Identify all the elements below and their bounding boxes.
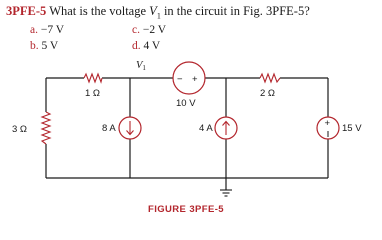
question-number: 3PFE-5 bbox=[6, 4, 47, 18]
question-variable-sub: 1 bbox=[156, 11, 161, 21]
figure-caption: FIGURE 3PFE-5 bbox=[148, 204, 224, 215]
choice-b[interactable]: b. 5 V bbox=[30, 40, 59, 52]
label-10v: 10 V bbox=[176, 98, 196, 109]
choice-a[interactable]: a. −7 V bbox=[30, 24, 65, 36]
resistor-2ohm bbox=[260, 74, 280, 82]
label-15v: 15 V bbox=[342, 123, 362, 134]
label-4a: 4 A bbox=[199, 123, 213, 134]
choice-d[interactable]: d. 4 V bbox=[132, 40, 161, 52]
source-10v-plus: + bbox=[192, 74, 198, 85]
resistor-3ohm bbox=[42, 112, 50, 144]
node-v1-label: V1 bbox=[136, 60, 146, 72]
source-10v-minus: − bbox=[177, 74, 183, 85]
resistor-1ohm bbox=[84, 74, 102, 82]
label-1ohm: 1 Ω bbox=[85, 88, 101, 99]
label-3ohm: 3 Ω bbox=[12, 124, 28, 135]
question-suffix: in the circuit in Fig. 3PFE-5? bbox=[160, 4, 310, 18]
choice-c[interactable]: c. −2 V bbox=[132, 24, 167, 36]
label-8a: 8 A bbox=[102, 123, 116, 134]
source-15v-plus: + bbox=[324, 118, 331, 129]
question-variable: V bbox=[149, 4, 157, 18]
question-prefix: What is the voltage bbox=[49, 4, 150, 18]
ground-icon bbox=[220, 190, 232, 196]
label-2ohm: 2 Ω bbox=[260, 88, 276, 99]
